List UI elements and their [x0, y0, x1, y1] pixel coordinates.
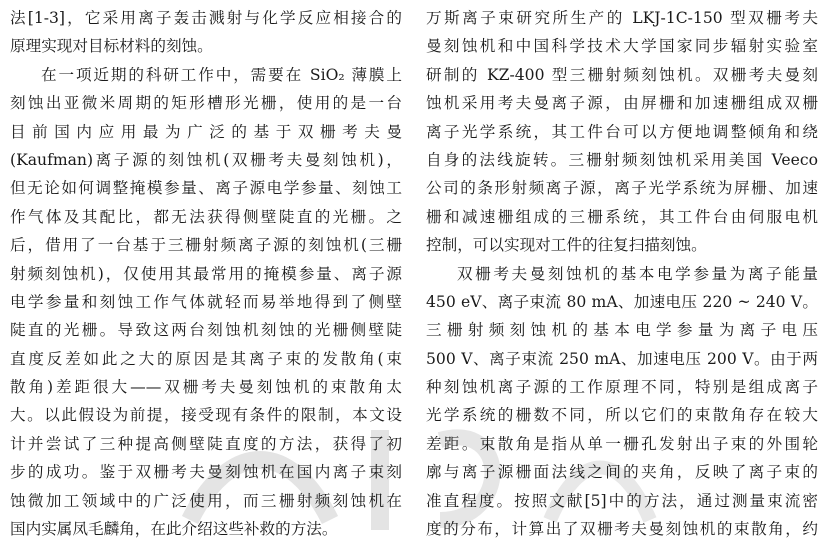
text-line: 栅和减速栅组成的三栅系统，其工件台由伺服电机: [426, 207, 818, 226]
text-line: 控制，可以实现对工件的往复扫描刻蚀。: [426, 236, 707, 255]
text-line: 直度反差如此之大的原因是其离子束的发散角(束: [10, 349, 402, 368]
text-line: 原理实现对目标材料的刻蚀。: [10, 37, 213, 56]
right-text-column: [426, 4, 818, 543]
text-line: 准直程度。按照文献[5]中的方法，通过测量束流密: [426, 491, 818, 510]
text-line: 三栅射频刻蚀机的基本电学参量为离子电压: [426, 321, 818, 340]
text-line: 自身的法线旋转。三栅射频刻蚀机采用美国 Veeco: [426, 150, 818, 169]
text-line: 双栅考夫曼刻蚀机的基本电学参量为离子能量: [457, 264, 818, 283]
text-line: 光学系统的栅数不同，所以它们的束散角存在较大: [426, 406, 818, 425]
text-line: 在一项近期的科研工作中，需要在 SiO₂ 薄膜上: [41, 65, 402, 84]
text-line: 陡直的光栅。导致这两台刻蚀机刻蚀的光栅侧壁陡: [10, 321, 402, 340]
text-line: 研制的 KZ-400 型三栅射频刻蚀机。双栅考夫曼刻: [426, 65, 818, 84]
text-line: 大。以此假设为前提，接受现有条件的限制，本文设: [10, 406, 402, 425]
text-line: 射频刻蚀机)，仅使用其最常用的掩模参量、离子源: [10, 264, 402, 283]
text-line: 500 V、离子束流 250 mA、加速电压 200 V。由于两: [426, 349, 818, 368]
text-line: 法[1-3]，它采用离子轰击溅射与化学反应相接合的: [10, 9, 402, 27]
text-line: 但无论如何调整掩模参量、离子源电学参量、刻蚀工: [10, 179, 402, 198]
text-line: 曼刻蚀机和中国科学技术大学国家同步辐射实验室: [426, 37, 818, 56]
text-line: 步的成功。鉴于双栅考夫曼刻蚀机在国内离子束刻: [10, 463, 402, 482]
text-line: 国内实属凤毛麟角，在此介绍这些补救的方法。: [10, 520, 338, 539]
text-line: 差距。束散角是指从单一栅孔发射出子束的外围轮: [426, 434, 818, 453]
text-line: 散角)差距很大——双栅考夫曼刻蚀机的束散角太: [10, 378, 402, 397]
text-line: 廓与离子源栅面法线之间的夹角，反映了离子束的: [426, 463, 818, 482]
text-line: 后，借用了一台基于三栅射频离子源的刻蚀机(三栅: [10, 236, 402, 255]
text-line: 电学参量和刻蚀工作气体就轻而易举地得到了侧壁: [10, 292, 402, 311]
text-line: 蚀微加工领域中的广泛使用，而三栅射频刻蚀机在: [10, 491, 402, 510]
text-line: (Kaufman)离子源的刻蚀机(双栅考夫曼刻蚀机)，: [10, 150, 402, 169]
text-line: 万斯离子束研究所生产的 LKJ-1C-150 型双栅考夫: [426, 9, 818, 27]
text-line: 度的分布，计算出了双栅考夫曼刻蚀机的束散角，约: [426, 520, 818, 539]
text-line: 目前国内应用最为广泛的基于双栅考夫曼: [10, 122, 402, 141]
text-line: 公司的条形射频离子源，离子光学系统为屏栅、加速: [426, 179, 818, 198]
text-line: 作气体及其配比，都无法获得侧壁陡直的光栅。之: [10, 207, 402, 226]
text-line: 计并尝试了三种提高侧壁陡直度的方法，获得了初: [10, 434, 402, 453]
text-line: 种刻蚀机离子源的工作原理不同，特别是组成离子: [426, 378, 818, 397]
text-line: 离子光学系统，其工件台可以方便地调整倾角和绕: [426, 122, 818, 141]
text-line: 蚀机采用考夫曼离子源，由屏栅和加速栅组成双栅: [426, 94, 818, 113]
text-line: 450 eV、离子束流 80 mA、加速电压 220 ~ 240 V。: [426, 292, 818, 311]
left-text-column: [10, 4, 402, 543]
text-line: 刻蚀出亚微米周期的矩形槽形光栅，使用的是一台: [10, 94, 402, 113]
